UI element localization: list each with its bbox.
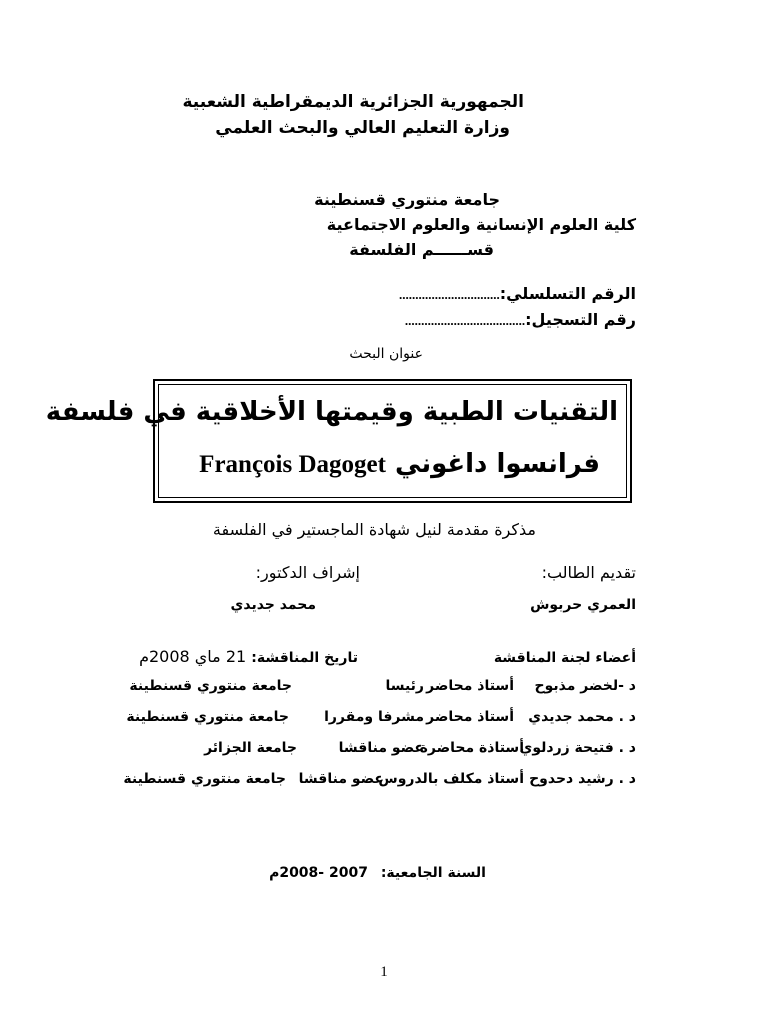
committee-member-row: [140, 740, 636, 764]
member-role: رئيسا: [385, 678, 424, 694]
serial-number-row: [399, 284, 636, 303]
defense-date-value: 21 ماي 2008م: [139, 647, 247, 666]
committee-member-row: [123, 771, 636, 795]
member-name: د . رشيد دحدوح: [529, 771, 636, 787]
serial-number-blank: ...............................: [398, 287, 500, 302]
student-label: تقديم الطالب:: [541, 563, 636, 582]
ministry-heading: وزارة التعليم العالي والبحث العلمي: [215, 118, 510, 138]
member-rank: أستاذ محاضر: [426, 678, 514, 694]
supervisor-label: إشراف الدكتور:: [255, 563, 360, 582]
committee-heading: أعضاء لجنة المناقشة: [493, 650, 636, 666]
committee-member-row: [126, 709, 636, 733]
member-university: جامعة الجزائر: [204, 740, 297, 756]
research-title-latin-name: François Dagoget: [199, 451, 386, 478]
record-number-row: [405, 310, 636, 329]
member-name: د . فتيحة زردلوي: [519, 740, 636, 756]
defense-date: [139, 647, 358, 666]
research-title-box: [45, 379, 632, 503]
record-number-label: رقم التسجيل:: [525, 310, 636, 329]
supervisor-name: محمد جديدي: [230, 597, 316, 613]
member-university: جامعة منتوري قسنطينة: [129, 678, 292, 694]
member-role: عضو مناقشا: [338, 740, 424, 756]
research-title-heading: عنوان البحث: [349, 346, 423, 362]
research-title-line-1: التقنيات الطبية وقيمتها الأخلاقية في فلسفة: [45, 397, 618, 427]
member-rank: أستاذ محاضر: [426, 709, 514, 725]
committee-member-row: [129, 678, 636, 702]
university-name: جامعة منتوري قسنطينة: [314, 190, 500, 209]
academic-year-label: السنة الجامعية:: [380, 865, 486, 881]
faculty-name: كلية العلوم الإنسانية والعلوم الاجتماعية: [326, 215, 636, 234]
republic-heading: الجمهورية الجزائرية الديمقراطية الشعبية: [182, 92, 524, 112]
academic-year-value: 2007 -2008م: [269, 865, 368, 881]
academic-year: [269, 865, 486, 881]
record-number-blank: .....................................: [404, 313, 526, 328]
member-role: مشرفا ومقررا: [324, 709, 424, 725]
defense-date-label: تاريخ المناقشة:: [251, 650, 358, 666]
page-number: 1: [380, 964, 388, 980]
member-university: جامعة منتوري قسنطينة: [126, 709, 289, 725]
member-name: د -لخضر مذبوح: [534, 678, 636, 694]
research-title-arabic-name: فرانسوا داغوني: [395, 449, 600, 479]
serial-number-label: الرقم التسلسلي:: [499, 284, 636, 303]
memo-statement: مذكرة مقدمة لنيل شهادة الماجستير في الفلسفة: [212, 520, 536, 539]
member-name: د . محمد جديدي: [528, 709, 636, 725]
member-rank: أستاذ مكلف بالدروس: [378, 771, 524, 787]
research-title-line-2: [199, 449, 600, 479]
member-university: جامعة منتوري قسنطينة: [123, 771, 286, 787]
student-name: العمري حربوش: [530, 597, 636, 613]
member-role: عضو مناقشا: [298, 771, 384, 787]
department-name: قســــــم الفلسفة: [349, 240, 494, 259]
member-rank: أستاذة محاضرة: [419, 740, 524, 756]
